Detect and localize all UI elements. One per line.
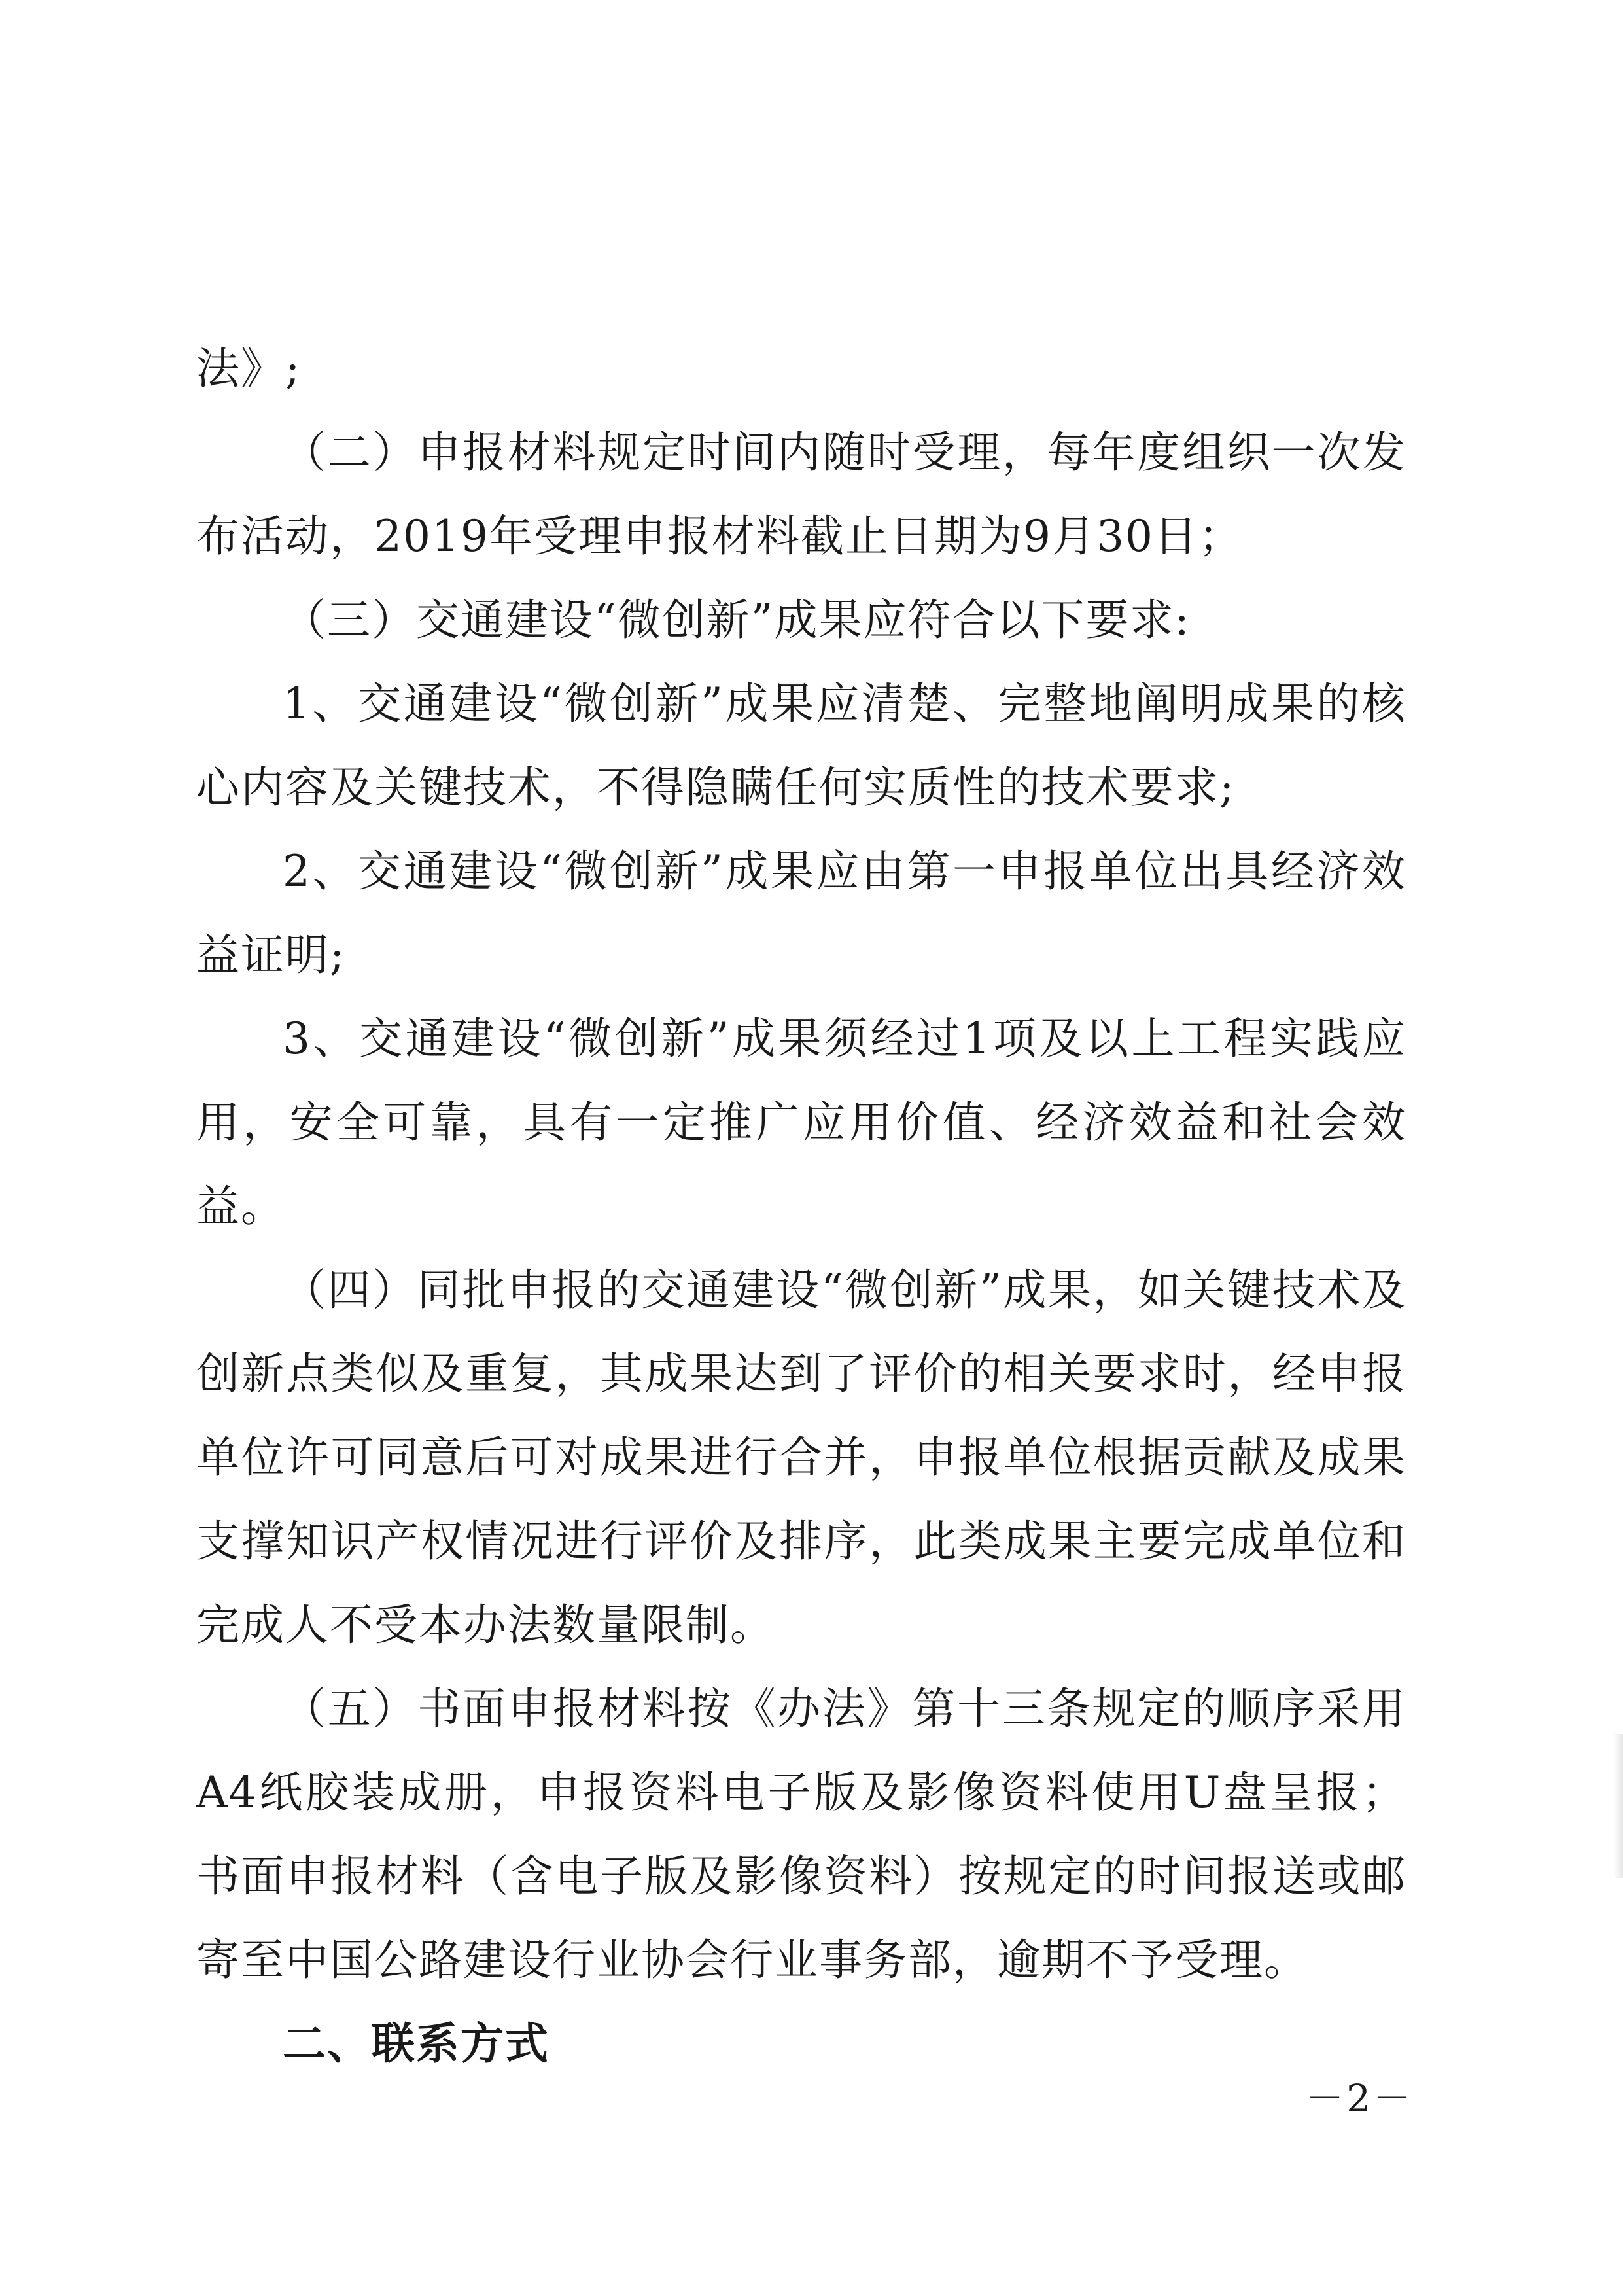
section-heading-contact: 二、联系方式	[283, 2019, 550, 2069]
paragraph-item-5: （五）书面申报材料按《办法》第十三条规定的顺序采用A4纸胶装成册，申报资料电子版及影像资料使用U盘呈报；书面申报材料（含电子版及影像资料）按规定的时间报送或邮寄至中国公路建设行业协会行业事务部，逾期不予受理。	[196, 1684, 1406, 1985]
document-body	[196, 327, 1406, 2086]
paragraph-continuation: 法》;	[196, 344, 302, 394]
paragraph-subitem-3: 3、交通建设“微创新”成果须经过1项及以上工程实践应用，安全可靠，具有一定推广应用价值、经济效益和社会效益。	[196, 1014, 1406, 1231]
paragraph-item-3: （三）交通建设“微创新”成果应符合以下要求:	[283, 595, 1191, 645]
paragraph-subitem-1: 1、交通建设“微创新”成果应清楚、完整地阐明成果的核心内容及关键技术，不得隐瞒任何实质性的技术要求;	[196, 679, 1406, 813]
page-number: －2－	[1306, 2076, 1414, 2121]
paragraph-item-4: （四）同批申报的交通建设“微创新”成果，如关键技术及创新点类似及重复，其成果达到了评价的相关要求时，经申报单位许可同意后可对成果进行合并，申报单位根据贡献及成果支撑知识产权情况进行评价及排序，此类成果主要完成单位和完成人不受本办法数量限制。	[196, 1265, 1406, 1650]
paragraph-item-2: （二）申报材料规定时间内随时受理，每年度组织一次发布活动，2019年受理申报材料截止日期为9月30日；	[196, 427, 1406, 561]
paragraph-subitem-2: 2、交通建设“微创新”成果应由第一申报单位出具经济效益证明;	[196, 846, 1406, 980]
scan-edge-shadow	[1614, 1734, 1623, 1878]
